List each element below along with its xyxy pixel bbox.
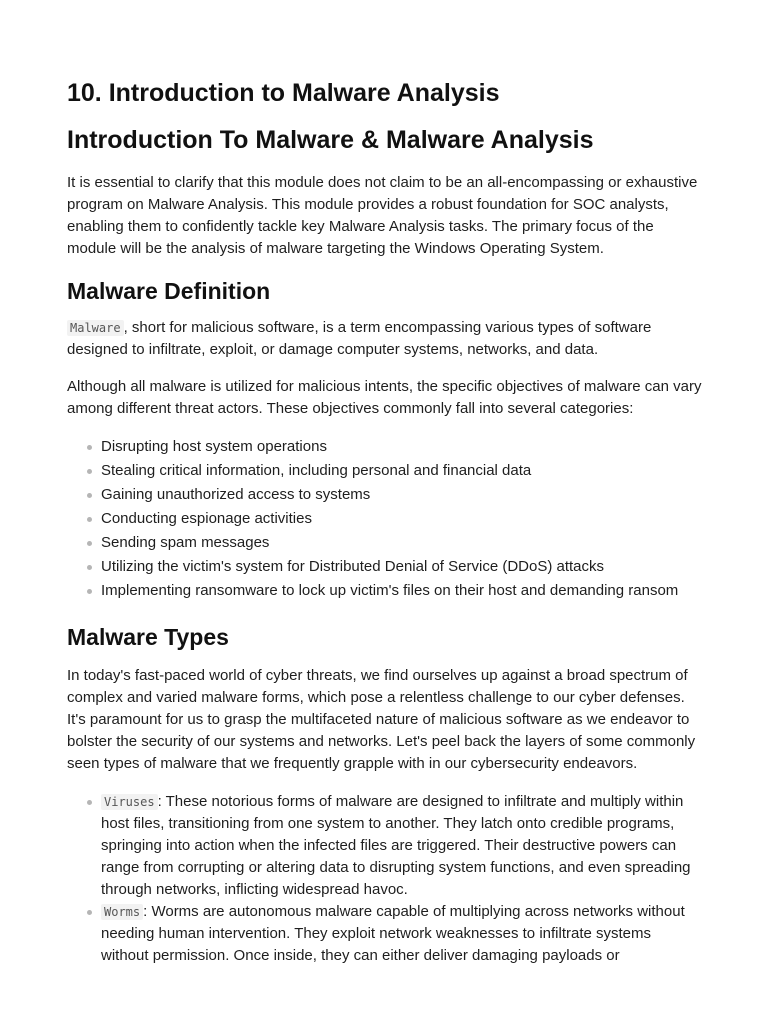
objectives-intro: Although all malware is utilized for malicious intents, the specific objectives of malware can vary among different threat actors. These objectives commonly fall into several categories: [67,378,702,417]
viruses-term-code: Viruses [101,794,158,810]
list-item-worms: Worms : Worms are autonomous malware capable of multiplying across networks without needing human intervention. They exploit network weaknesses to infiltrate systems without permission. Once inside, they can either deliver damaging payloads or [101,901,702,967]
malware-definition-heading: Malware Definition [67,278,271,304]
bullet-icon [87,800,92,805]
bullet-icon [87,517,92,522]
bullet-icon [87,445,92,450]
objectives-list [67,435,702,603]
bullet-icon [87,493,92,498]
bullet-icon [87,541,92,546]
list-item: Sending spam messages [101,531,702,555]
section-title: Introduction To Malware & Malware Analysis [67,126,594,154]
types-intro: In today's fast-paced world of cyber threats, we find ourselves up against a broad spectrum of complex and varied malware forms, which pose a relentless challenge to our cyber defenses. It's paramount for us to grasp the multifaceted nature of malicious software as we endeavor to bolster the security of our systems and networks. Let's peel back the layers of some commonly seen types of malware that we frequently grapple with in our cybersecurity endeavors. [67,667,696,772]
page-title: 10. Introduction to Malware Analysis [67,79,500,107]
list-item: Utilizing the victim's system for Distributed Denial of Service (DDoS) attacks [101,555,702,579]
bullet-icon [87,469,92,474]
malware-term-code: Malware [67,320,124,336]
intro-paragraph: It is essential to clarify that this module does not claim to be an all-encompassing or exhaustive program on Malware Analysis. This module provides a robust foundation for SOC analysts, enabling them to confidently tackle key Malware Analysis tasks. The primary focus of the module will be the analysis of malware targeting the Windows Operating System. [67,174,698,257]
types-list [67,791,702,967]
list-item: Implementing ransomware to lock up victim's files on their host and demanding ransom [101,579,702,603]
definition-paragraph [67,317,702,361]
bullet-icon [87,589,92,594]
list-item: Stealing critical information, including personal and financial data [101,459,702,483]
definition-text: , short for malicious software, is a term encompassing various types of software designed to infiltrate, exploit, or damage computer systems, networks, and data. [67,319,652,358]
list-item: Conducting espionage activities [101,507,702,531]
list-item: Disrupting host system operations [101,435,702,459]
worms-term-code: Worms [101,904,143,920]
bullet-icon [87,910,92,915]
list-item-viruses: Viruses : These notorious forms of malware are designed to infiltrate and multiply within host files, transitioning from one system to another. They latch onto credible programs, springing into action when the infected files are triggered. Their destructive powers can range from corrupting or altering data to disrupting system functions, and even spreading through networks, inflicting widespread havoc. [101,791,702,901]
malware-types-heading: Malware Types [67,624,229,650]
list-item: Gaining unauthorized access to systems [101,483,702,507]
bullet-icon [87,565,92,570]
